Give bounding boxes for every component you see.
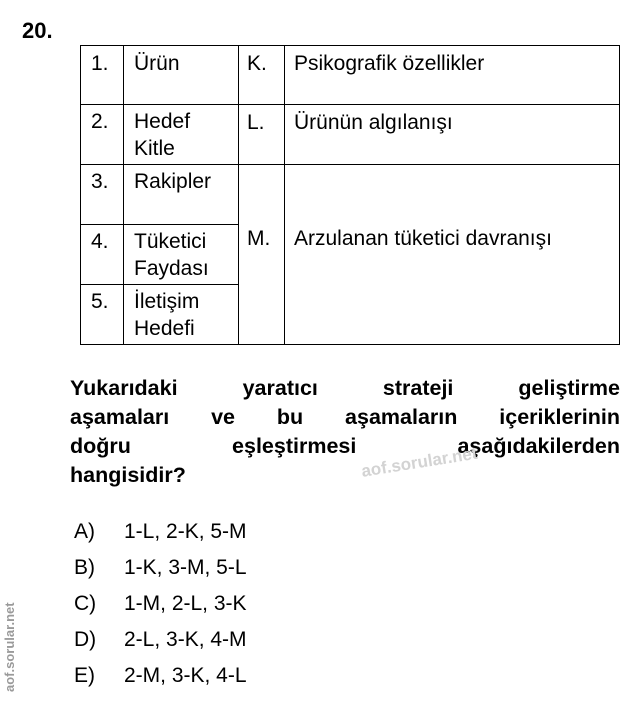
- watermark: aof.sorular.net: [360, 443, 479, 481]
- item-label: Tüketici Faydası: [134, 230, 209, 280]
- option-description: Ürünün algılanışı: [294, 111, 453, 134]
- item-label: Hedef Kitle: [134, 110, 191, 160]
- answer-option-c[interactable]: [74, 586, 247, 622]
- question-text: [70, 374, 620, 490]
- option-text: 1-L, 2-K, 5-M: [124, 520, 247, 543]
- table-divider: [81, 104, 619, 105]
- item-number: 1.: [91, 52, 109, 75]
- option-letter: A): [74, 520, 95, 543]
- answer-options: [74, 514, 247, 694]
- option-letter: K.: [247, 52, 267, 75]
- option-description: Arzulanan tüketici davranışı: [294, 227, 552, 250]
- item-number: 4.: [91, 230, 109, 253]
- matching-table: [80, 45, 620, 345]
- question-line: hangisidir?: [70, 463, 186, 487]
- answer-option-a[interactable]: [74, 514, 247, 550]
- option-text: 2-L, 3-K, 4-M: [124, 628, 247, 651]
- question-number: 20.: [22, 18, 53, 43]
- table-divider: [284, 46, 285, 344]
- table-divider: [81, 284, 238, 285]
- watermark: aof.sorular.net: [2, 602, 17, 692]
- option-text: 1-M, 2-L, 3-K: [124, 592, 247, 615]
- item-number: 3.: [91, 170, 109, 193]
- answer-option-d[interactable]: [74, 622, 247, 658]
- table-divider: [81, 164, 619, 165]
- option-letter: L.: [247, 111, 265, 134]
- question-line: doğru eşleştirmesi aşağıdakilerden: [70, 434, 620, 458]
- option-text: 1-K, 3-M, 5-L: [124, 556, 247, 579]
- table-divider: [238, 46, 239, 344]
- option-letter: M.: [247, 227, 271, 250]
- option-letter: D): [74, 628, 97, 651]
- option-letter: E): [74, 664, 95, 687]
- table-divider: [81, 224, 238, 225]
- option-letter: C): [74, 592, 97, 615]
- question-line: aşamaları ve bu aşamaların içeriklerinin: [70, 405, 620, 429]
- item-label: İletişim Hedefi: [134, 290, 200, 340]
- option-text: 2-M, 3-K, 4-L: [124, 664, 247, 687]
- item-label: Ürün: [134, 52, 180, 75]
- option-letter: B): [74, 556, 95, 579]
- question-line: Yukarıdaki yaratıcı strateji geliştirme: [70, 376, 620, 400]
- table-divider: [123, 46, 124, 344]
- item-label: Rakipler: [134, 170, 212, 193]
- answer-option-e[interactable]: [74, 658, 247, 694]
- item-number: 2.: [91, 110, 109, 133]
- option-description: Psikografik özellikler: [294, 52, 485, 75]
- item-number: 5.: [91, 290, 109, 313]
- answer-option-b[interactable]: [74, 550, 247, 586]
